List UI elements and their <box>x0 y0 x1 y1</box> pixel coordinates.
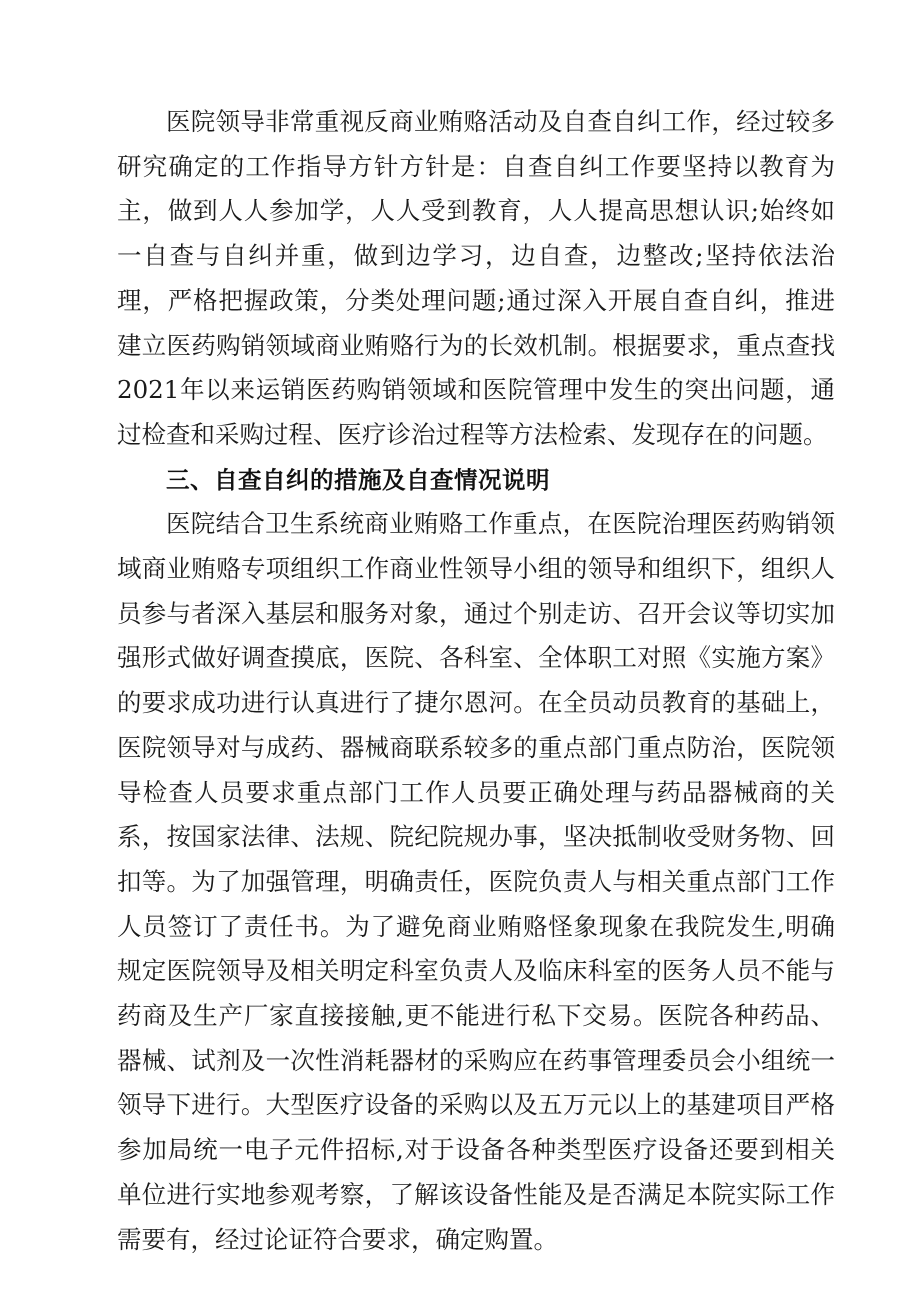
document-body <box>117 100 835 1262</box>
paragraph-measures: 医院结合卫生系统商业贿赂工作重点，在医院治理医药购销领域商业贿赂专项组织工作商业性领导小组的领导和组织下，组织人员参与者深入基层和服务对象，通过个别走访、召开会议等切实加强形式做好调查摸底，医院、各科室、全体职工对照《实施方案》的要求成功进行认真进行了捷尔恩河。在全员动员教育的基础上，医院领导对与成药、器械商联系较多的重点部门重点防治，医院领导检查人员要求重点部门工作人员要正确处理与药品器械商的关系，按国家法律、法规、院纪院规办事，坚决抵制收受财务物、回扣等。为了加强管理，明确责任，医院负责人与相关重点部门工作人员签订了责任书。为了避免商业贿赂怪象现象在我院发生,明确规定医院领导及相关明定科室负责人及临床科室的医务人员不能与药商及生产厂家直接接触,更不能进行私下交易。医院各种药品、器械、试剂及一次性消耗器材的采购应在药事管理委员会小组统一领导下进行。大型医疗设备的采购以及五万元以上的基建项目严格参加局统一电子元件招标,对于设备各种类型医疗设备还要到相关单位进行实地参观考察，了解该设备性能及是否满足本院实际工作需要有，经过论证符合要求，确定购置。 <box>117 509 835 1254</box>
paragraph-work-guidelines: 医院领导非常重视反商业贿赂活动及自查自纠工作，经过较多研究确定的工作指导方针方针是：自查自纠工作要坚持以教育为主，做到人人参加学，人人受到教育，人人提高思想认识;始终如一自查与自纠并重，做到边学习，边自查，边整改;坚持依法治理，严格把握政策，分类处理问题;通过深入开展自查自纠，推进建立医药购销领域商业贿赂行为的长效机制。根据要求，重点查找2021年以来运销医药购销领域和医院管理中发生的突出问题，通过检查和采购过程、医疗诊治过程等方法检索、发现存在的问题。 <box>117 107 835 449</box>
section-heading: 三、自查自纠的措施及自查情况说明 <box>166 465 550 494</box>
